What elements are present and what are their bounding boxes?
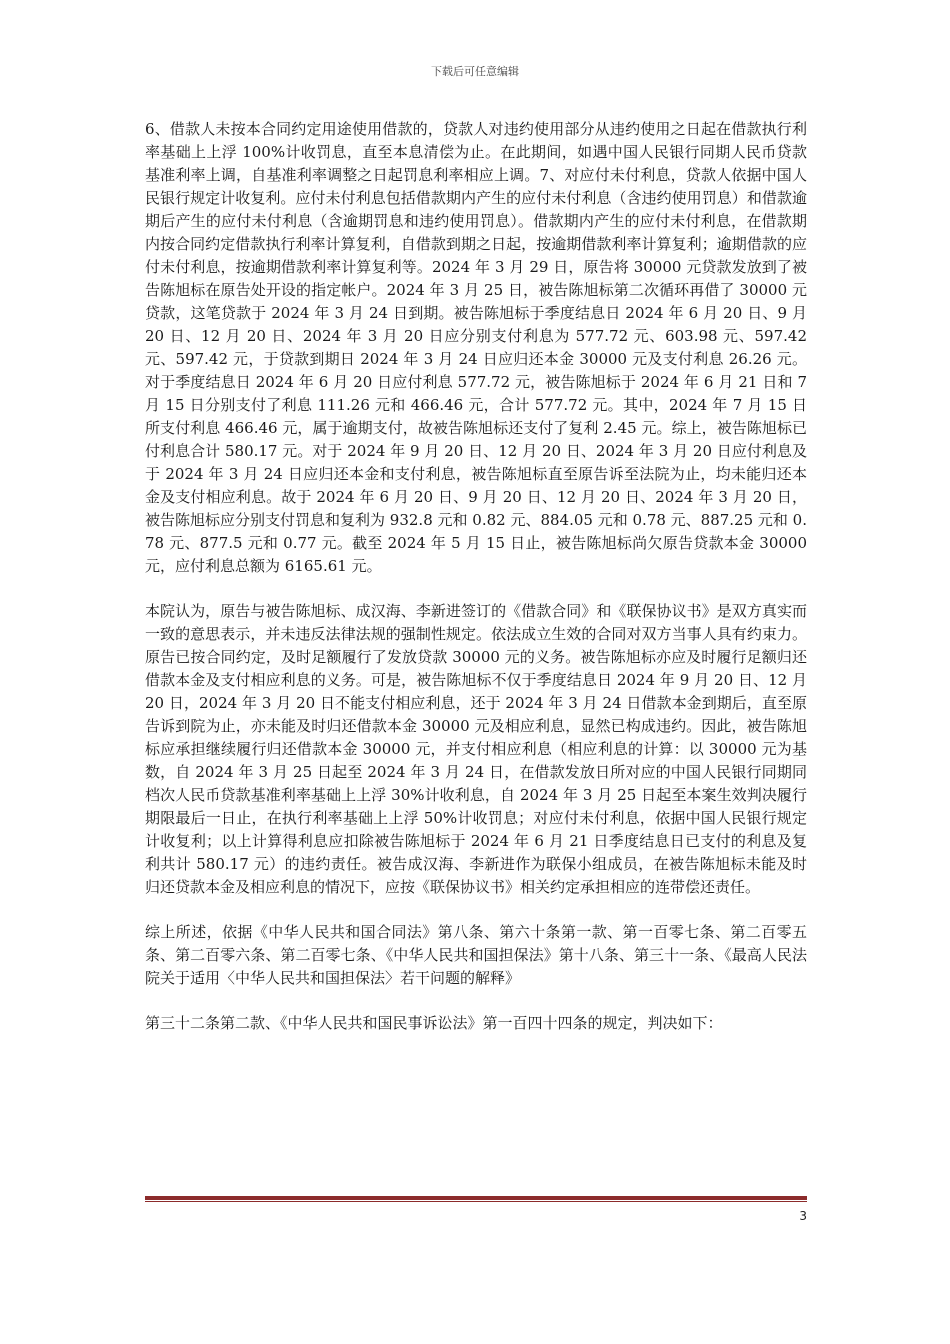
body-paragraph-court-opinion: 本院认为，原告与被告陈旭标、成汉海、李新进签订的《借款合同》和《联保协议书》是双方真实而一致的意思表示，并未违反法律法规的强制性规定。依法成立生效的合同对双方当事人具有约束力。原告已按合同约定，及时足额履行了发放贷款 30000 元的义务。被告陈旭标亦应及时履行足额归还借款本金及支付相应利息的义务。可是，被告陈旭标不仅于季度结息日 2024 年 9 月 20 日、12 月 20 日，2024 年 3 月 20 日不能支付相应利息，还于 2024 年 3 月 24 日借款本金到期后，直至原告诉到院为止，亦未能及时归还借款本金 30000 元及相应利息，显然已构成违约。因此，被告陈旭标应承担继续履行归还借款本金 30000 元，并支付相应利息（相应利息的计算：以 30000 元为基数，自 2024 年 3 月 25 日起至 2024 年 3 月 24 日，在借款发放日所对应的中国人民银行同期同档次人民币贷款基准利率基础上上浮 30%计收利息，自 2024 年 3 月 25 日起至本案生效判决履行期限最后一日止，在执行利率基础上上浮 50%计收罚息；对应付未付利息，依据中国人民银行规定计收复利；以上计算得利息应扣除被告陈旭标于 2024 年 6 月 21 日季度结息日已支付的利息及复利共计 580.17 元）的违约责任。被告成汉海、李新进作为联保小组成员，在被告陈旭标未能及时归还贷款本金及相应利息的情况下，应按《联保协议书》相关约定承担相应的连带偿还责任。 xyxy=(145,602,807,896)
footer-divider-thick-line xyxy=(145,1196,807,1200)
page-number: 3 xyxy=(799,1209,807,1223)
page-header: 下载后可任意编辑 xyxy=(431,65,519,78)
document-body xyxy=(145,118,807,1035)
body-paragraph-facts: 6、借款人未按本合同约定用途使用借款的，贷款人对违约使用部分从违约使用之日起在借款执行利率基础上上浮 100%计收罚息，直至本息清偿为止。在此期间，如遇中国人民银行同期人民币贷款基准利率上调，自基准利率调整之日起罚息利率相应上调。7、对应付未付利息，贷款人依据中国人民银行规定计收复利。应付未付利息包括借款期内产生的应付未付利息（含违约使用罚息）和借款逾期后产生的应付未付利息（含逾期罚息和违约使用罚息）。借款期内产生的应付未付利息，在借款期内按合同约定借款执行利率计算复利，自借款到期之日起，按逾期借款利率计算复利；逾期借款的应付未付利息，按逾期借款利率计算复利等。2024 年 3 月 29 日，原告将 30000 元贷款发放到了被告陈旭标在原告处开设的指定帐户。2024 年 3 月 25 日，被告陈旭标第二次循环再借了 30000 元贷款，这笔贷款于 2024 年 3 月 24 日到期。被告陈旭标于季度结息日 2024 年 6 月 20 日、9 月 20 日、12 月 20 日、2024 年 3 月 20 日应分别支付利息为 577.72 元、603.98 元、597.42 元、597.42 元，于贷款到期日 2024 年 3 月 24 日应归还本金 30000 元及支付利息 26.26 元。对于季度结息日 2024 年 6 月 20 日应付利息 577.72 元，被告陈旭标于 2024 年 6 月 21 日和 7 月 15 日分别支付了利息 111.26 元和 466.46 元，合计 577.72 元。其中，2024 年 7 月 15 日所支付利息 466.46 元，属于逾期支付，故被告陈旭标还支付了复利 2.45 元。综上，被告陈旭标已付利息合计 580.17 元。对于 2024 年 9 月 20 日、12 月 20 日、2024 年 3 月 20 日应付利息及于 2024 年 3 月 24 日应归还本金和支付利息，被告陈旭标直至原告诉至法院为止，均未能归还本金及支付相应利息。故于 2024 年 6 月 20 日、9 月 20 日、12 月 20 日、2024 年 3 月 20 日，被告陈旭标应分别支付罚息和复利为 932.8 元和 0.82 元、884.05 元和 0.78 元、887.25 元和 0.78 元、877.5 元和 0.77 元。截至 2024 年 5 月 15 日止，被告陈旭标尚欠原告贷款本金 30000 元，应付利息总额为 6165.61 元。 xyxy=(145,120,807,575)
footer-divider-thin-line xyxy=(145,1201,807,1202)
footer-divider xyxy=(145,1196,807,1202)
body-paragraph-legal-basis: 综上所述，依据《中华人民共和国合同法》第八条、第六十条第一款、第一百零七条、第二百零五条、第二百零六条、第二百零七条、《中华人民共和国担保法》第十八条、第三十一条、《最高人民法院关于适用〈中华人民共和国担保法〉若干问题的解释》 xyxy=(145,923,807,987)
body-paragraph-judgment-intro: 第三十二条第二款、《中华人民共和国民事诉讼法》第一百四十四条的规定，判决如下： xyxy=(145,1014,723,1032)
